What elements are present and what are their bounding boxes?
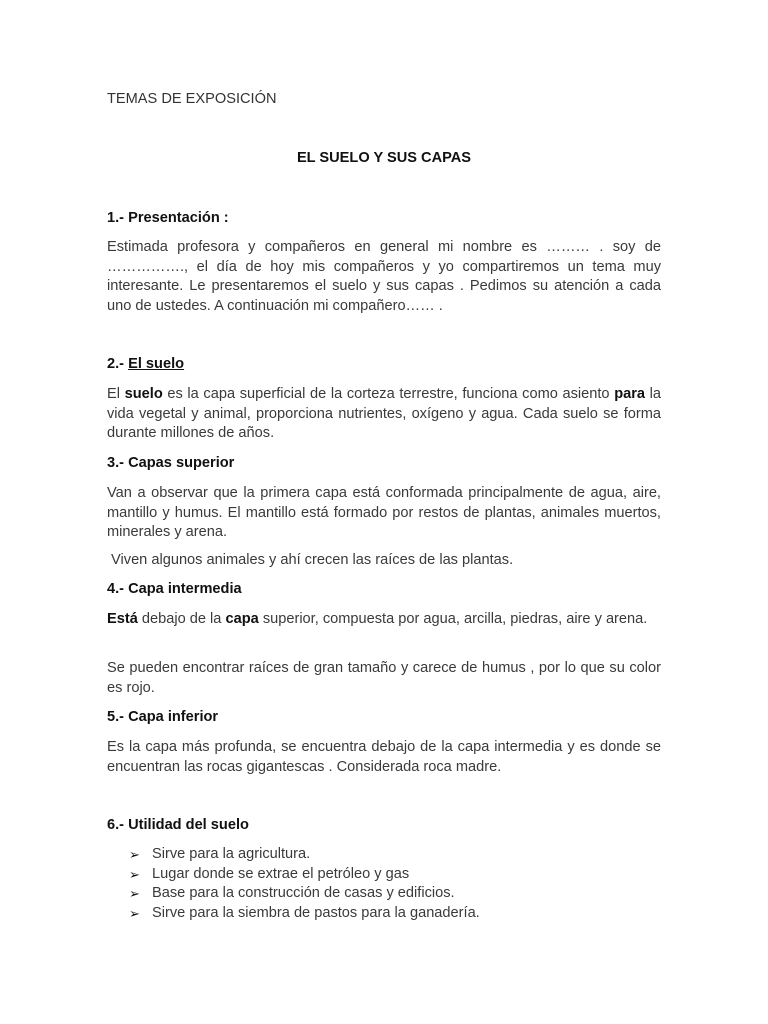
list-item	[129, 884, 480, 904]
section-4-text-end: superior, compuesta por agua, arcilla, piedras, aire y arena.	[262, 611, 648, 627]
section-5-title: Capa inferior	[128, 709, 219, 725]
document-page	[107, 0, 661, 1024]
list-item-text: Sirve para la agricultura.	[152, 846, 311, 862]
section-5-heading	[107, 709, 218, 725]
section-2-heading	[107, 356, 184, 372]
arrowhead-bullet-icon: ➢	[129, 847, 140, 862]
section-2-paragraph	[107, 385, 661, 444]
section-4-bold-capa: capa	[225, 611, 259, 627]
section-3-paragraph-2: Viven algunos animales y ahí crecen las raíces de las plantas.	[107, 552, 514, 568]
section-2-bold-para: para	[614, 386, 646, 402]
section-2-text-mid: es la capa superficial de la corteza terrestre, funciona como asiento	[167, 386, 610, 402]
section-3-heading	[107, 455, 234, 471]
section-4-title: Capa intermedia	[128, 581, 242, 597]
utility-bullet-list	[129, 845, 480, 923]
section-1-paragraph: Estimada profesora y compañeros en general mi nombre es ……… . soy de ……………., el día de hoy mis compañeros y yo compartiremos un tema muy interesante. Le presentaremos el suelo y sus capas . Pedimos su atención a cada uno de ustedes. A continuación mi compañero…… .	[107, 239, 661, 314]
section-1-heading	[107, 210, 229, 226]
section-4-paragraph-2: Se pueden encontrar raíces de gran tamaño y carece de humus , por lo que su color es rojo.	[107, 660, 661, 696]
section-2-bold-suelo: suelo	[124, 386, 163, 402]
section-1-title: Presentación :	[128, 210, 229, 226]
document-label: TEMAS DE EXPOSICIÓN	[107, 91, 277, 107]
list-item-text: Base para la construcción de casas y edificios.	[152, 885, 455, 902]
section-6-number: 6.-	[107, 817, 125, 833]
section-3-paragraph-1: Van a observar que la primera capa está conformada principalmente de agua, aire, mantillo y humus. El mantillo está formado por restos de plantas, animales muertos, minerales y arena.	[107, 485, 661, 540]
section-2-title: El suelo	[128, 356, 185, 372]
section-1-number: 1.-	[107, 210, 125, 226]
section-4-paragraph-1	[107, 610, 661, 630]
list-item-text: Lugar donde se extrae el petróleo y gas	[152, 865, 410, 882]
section-3-title: Capas superior	[128, 455, 235, 471]
list-item	[129, 845, 480, 865]
section-4-bold-esta: Está	[107, 611, 138, 627]
section-4-number: 4.-	[107, 581, 125, 597]
section-5-number: 5.-	[107, 709, 125, 725]
document-title: EL SUELO Y SUS CAPAS	[296, 150, 472, 166]
section-6-heading	[107, 817, 249, 833]
section-6-title: Utilidad del suelo	[128, 817, 249, 833]
section-2-text-start: El	[107, 386, 120, 402]
arrowhead-bullet-icon: ➢	[129, 886, 140, 902]
arrowhead-bullet-icon: ➢	[129, 905, 140, 921]
list-item-text: Sirve para la siembra de pastos para la ganadería.	[152, 904, 480, 921]
list-item	[129, 904, 480, 924]
arrowhead-bullet-icon: ➢	[129, 866, 140, 882]
section-3-number: 3.-	[107, 455, 125, 471]
section-4-text-mid: debajo de la	[141, 611, 222, 627]
section-4-heading	[107, 581, 242, 597]
section-2-text-end: la vida vegetal y animal, proporciona nutrientes, oxígeno y agua. Cada suelo se forma durante millones de años.	[107, 386, 662, 441]
section-5-paragraph: Es la capa más profunda, se encuentra debajo de la capa intermedia y es donde se encuentran las rocas gigantescas . Considerada roca madre.	[107, 739, 661, 775]
list-item	[129, 865, 480, 885]
section-2-number: 2.-	[107, 356, 125, 372]
